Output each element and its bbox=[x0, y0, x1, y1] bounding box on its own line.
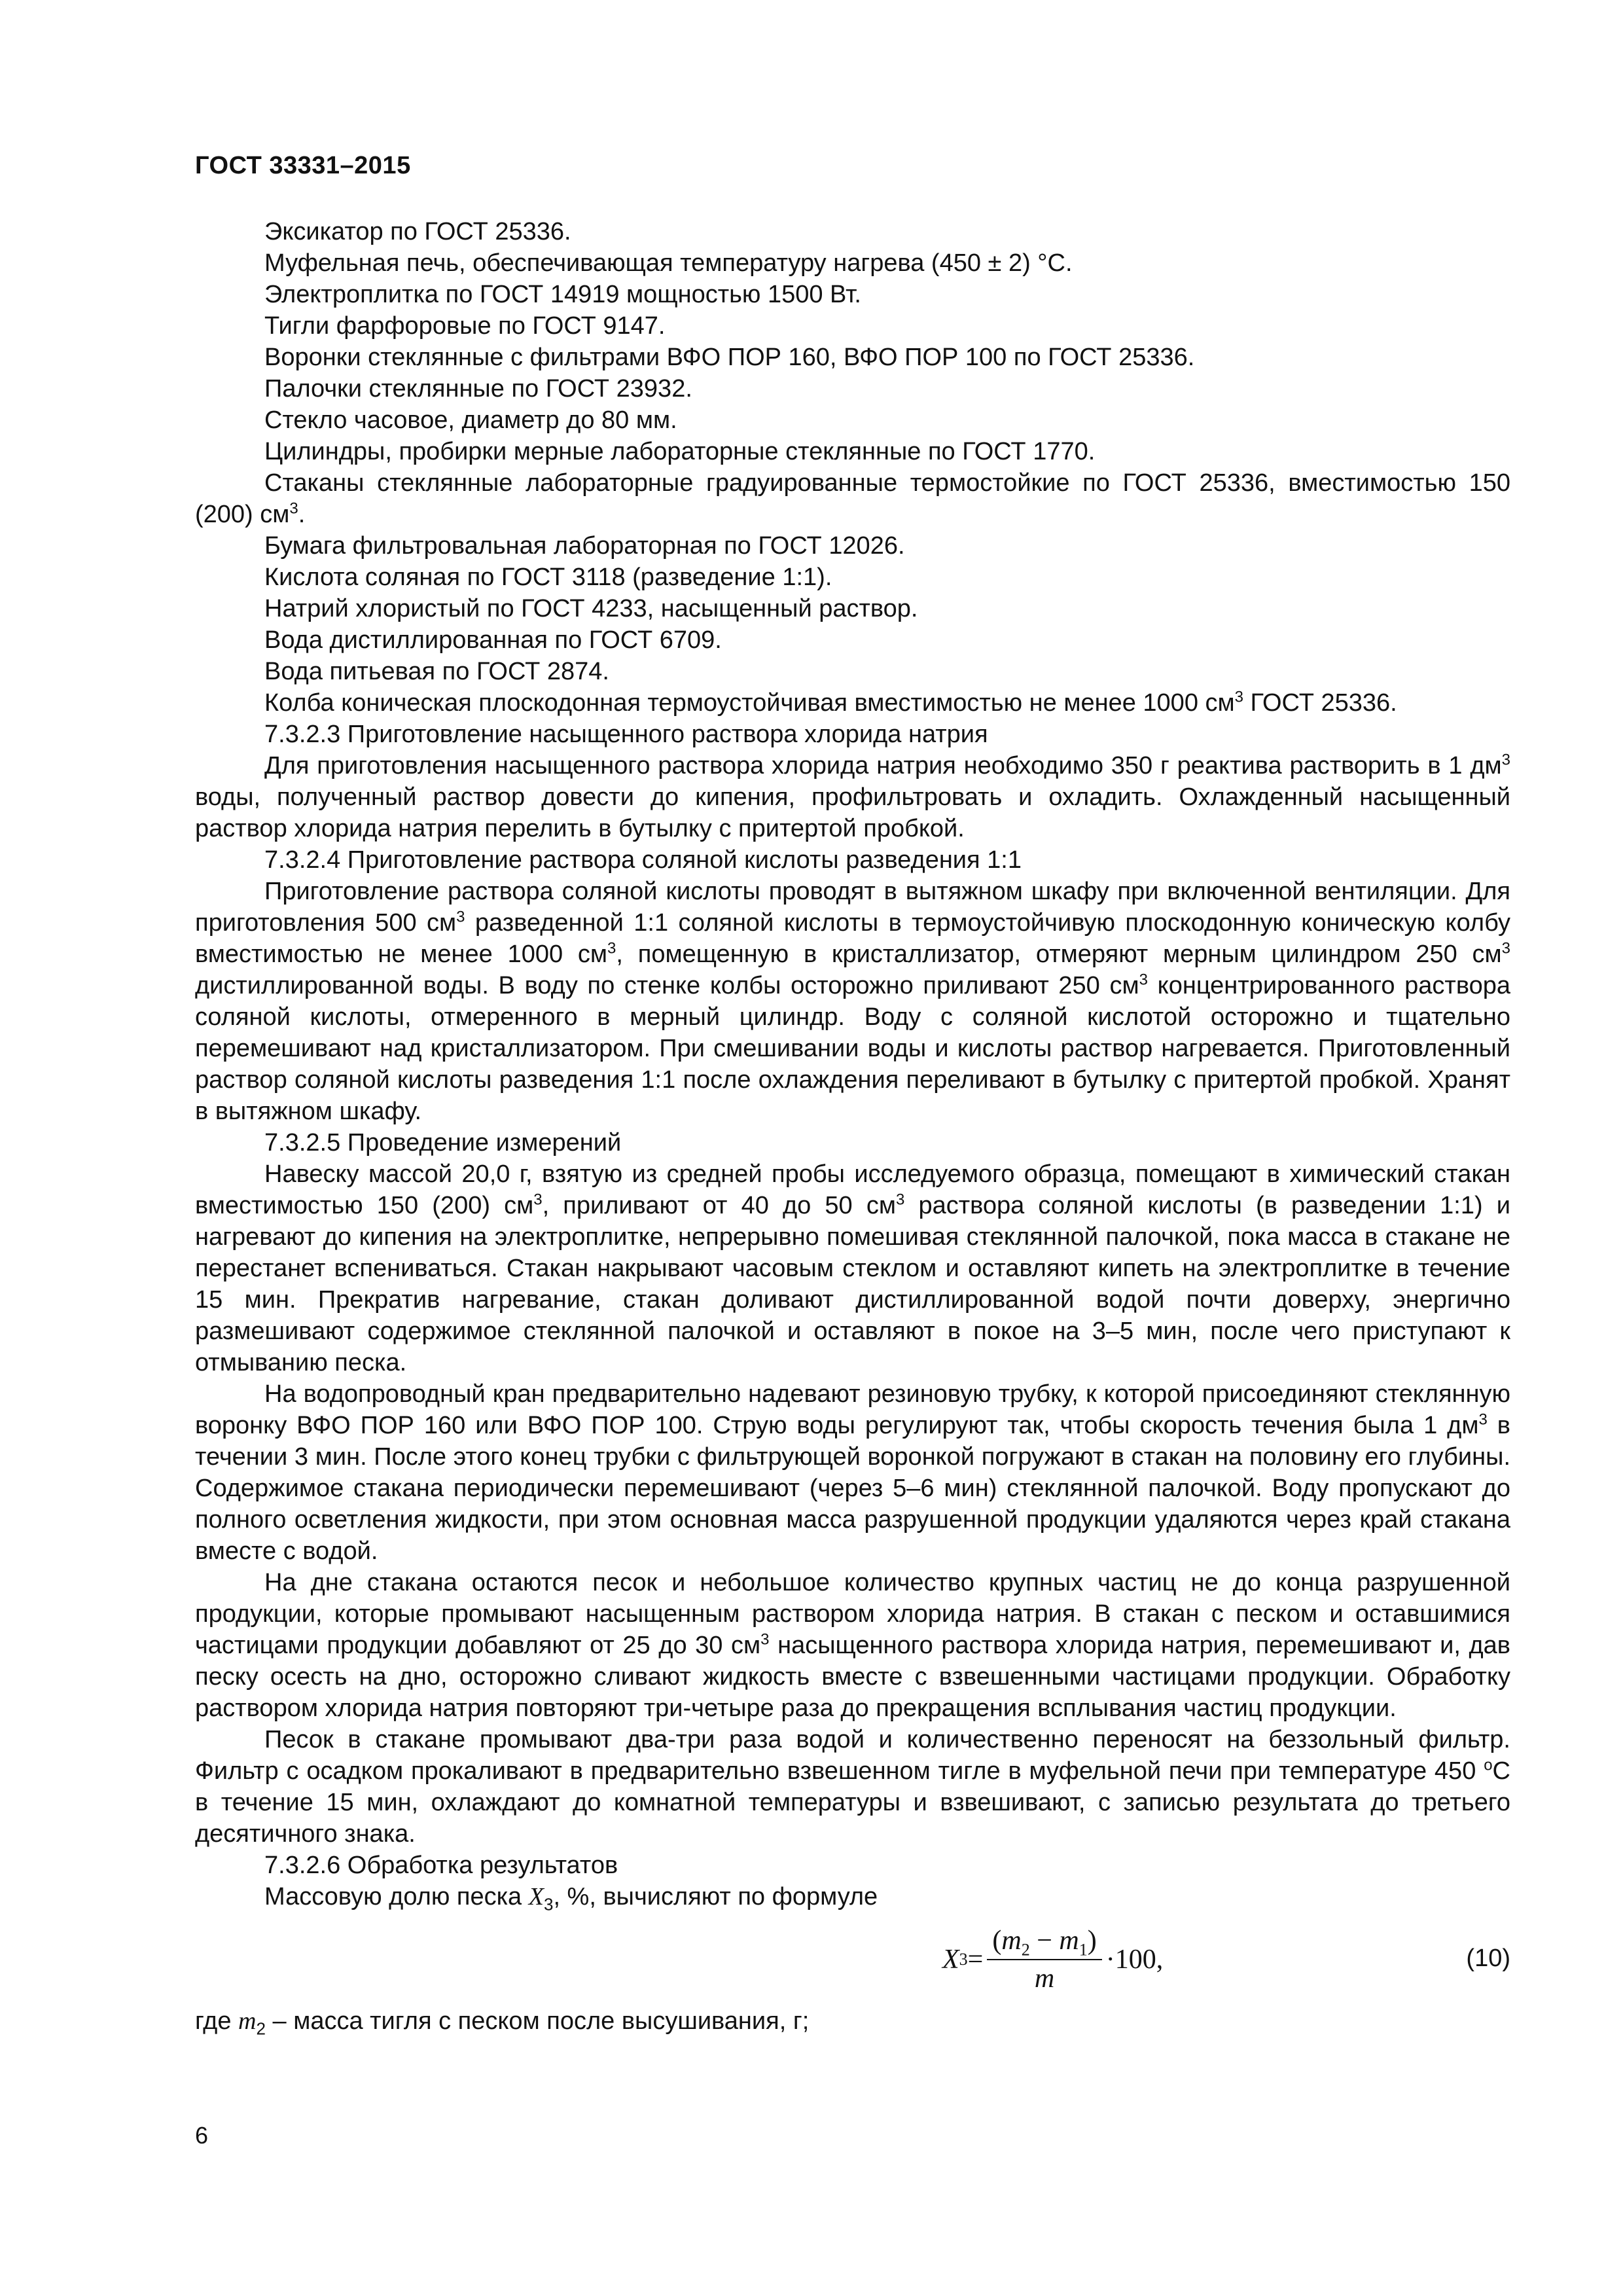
formula-denominator: m bbox=[1034, 1964, 1055, 1994]
paragraph: На дне стакана остаются песок и небольшое количество крупных частиц не до конца разрушенной продукции, которые промывают насыщенным раствором хлорида натрия. В стакан с песком и оставшимися частицами продукции добавляют от 25 до 30 $см^3$ насыщенного раствора хлорида натрия, перемешивают и, дав песку осесть на дно, осторожно сливают жидкость вместе с взвешенными частицами продукции. Обработку раствором хлорида натрия повторяют три-четыре раза до прекращения всплывания частиц продукции. bbox=[195, 1569, 1510, 1722]
section-heading-7-3-2-6: 7.3.2.6 Обработка результатов bbox=[264, 1852, 618, 1879]
paragraph: Массовую долю песка $X_3$, %, вычисляют по формуле bbox=[264, 1883, 878, 1914]
formula-number: (10) bbox=[1466, 1945, 1510, 1972]
formula-10 bbox=[195, 1916, 1510, 2003]
equipment-line: Бумага фильтровальная лабораторная по ГОСТ 12026. bbox=[264, 532, 905, 560]
equipment-line: Цилиндры, пробирки мерные лабораторные стеклянные по ГОСТ 1770. bbox=[264, 438, 1096, 465]
formula-fraction bbox=[987, 1925, 1101, 1994]
paragraph: Песок в стакане промывают два-три раза водой и количественно переносят на беззольный фильтр. Фильтр с осадком прокаливают в предварительно взвешенном тигле в муфельной печи при температуре 450 $^о$С в течение 15 мин, охлаждают до комнатной температуры и взвешивают, с записью результата до третьего десятичного знака. bbox=[195, 1726, 1510, 1848]
formula-numerator: $(m_2 - m_1)$ bbox=[987, 1925, 1101, 1960]
body-text bbox=[195, 216, 1510, 2037]
section-heading-7-3-2-4: 7.3.2.4 Приготовление раствора соляной кислоты разведения 1:1 bbox=[264, 846, 1022, 874]
paragraph: Приготовление раствора соляной кислоты проводят в вытяжном шкафу при включенной вентиляции. Для приготовления 500 $см^3$ разведенной 1:1 соляной кислоты в термоустойчивую плоскодонную коническую колбу вместимостью не менее 1000 $см^3$, помещенную в кристаллизатор, отмеряют мерным цилиндром 250 $см^3$ дистиллированной воды. В воду по стенке колбы осторожно приливают 250 $см^3$ концентрированного раствора соляной кислоты, отмеренного в мерный цилиндр. Воду с соляной кислотой осторожно и тщательно перемешивают над кристаллизатором. При смешивании воды и кислоты раствор нагревается. Приготовленный раствор соляной кислоты разведения 1:1 после охлаждения переливают в бутылку с притертой пробкой. Хранят в вытяжном шкафу. bbox=[195, 878, 1510, 1125]
equipment-line: Колба коническая плоскодонная термоустойчивая вместимостью не менее 1000 $см^3$ ГОСТ 25336. bbox=[264, 688, 1397, 717]
equipment-line: Кислота соляная по ГОСТ 3118 (разведение 1:1). bbox=[264, 564, 832, 591]
equipment-line: Воронки стеклянные с фильтрами ВФО ПОР 160, ВФО ПОР 100 по ГОСТ 25336. bbox=[264, 344, 1195, 371]
equipment-line: Вода дистиллированная по ГОСТ 6709. bbox=[264, 626, 722, 654]
paragraph: Навеску массой 20,0 г, взятую из средней пробы исследуемого образца, помещают в химический стакан вместимостью 150 (200) $см^3$, приливают от 40 до 50 $см^3$ раствора соляной кислоты (в разведении 1:1) и нагревают до кипения на электроплитке, непрерывно помешивая стеклянной палочкой, пока масса в стакане не перестанет вспениваться. Стакан накрывают часовым стеклом и оставляют кипеть на электроплитке в течение 15 мин. Прекратив нагревание, стакан доливают дистиллированной водой почти доверху, энергично размешивают содержимое стеклянной палочкой и оставляют в покое на 3–5 мин, после чего приступают к отмыванию песка. bbox=[195, 1160, 1510, 1376]
equipment-line: Тигли фарфоровые по ГОСТ 9147. bbox=[264, 312, 666, 340]
document-header: ГОСТ 33331–2015 bbox=[195, 152, 411, 179]
equipment-line: Натрий хлористый по ГОСТ 4233, насыщенный раствор. bbox=[264, 595, 918, 622]
equipment-line: Муфельная печь, обеспечивающая температуру нагрева (450 ± 2) °С. bbox=[264, 249, 1073, 277]
equipment-line: Палочки стеклянные по ГОСТ 23932. bbox=[264, 375, 692, 403]
page-number: 6 bbox=[195, 2122, 209, 2149]
equipment-line: Вода питьевая по ГОСТ 2874. bbox=[264, 658, 609, 685]
section-heading-7-3-2-3: 7.3.2.3 Приготовление насыщенного раствора хлорида натрия bbox=[264, 721, 988, 748]
where-line: где $m_2$ – масса тигля с песком после высушивания, г; bbox=[195, 2007, 810, 2039]
paragraph: Для приготовления насыщенного раствора хлорида натрия необходимо 350 г реактива растворить в 1 $дм^3$ воды, полученный раствор довести до кипения, профильтровать и охладить. Охлажденный насыщенный раствор хлорида натрия перелить в бутылку с притертой пробкой. bbox=[195, 751, 1510, 842]
equipment-line: Электроплитка по ГОСТ 14919 мощностью 1500 Вт. bbox=[264, 281, 861, 308]
equipment-line: Стаканы стеклянные лабораторные градуированные термостойкие по ГОСТ 25336, вместимостью 150 (200) $см^3$. bbox=[195, 469, 1510, 528]
paragraph: На водопроводный кран предварительно надевают резиновую трубку, к которой присоединяют стеклянную воронку ВФО ПОР 160 или ВФО ПОР 100. Струю воды регулируют так, чтобы скорость течения была 1 $дм^3$ в течении 3 мин. После этого конец трубки с фильтрующей воронкой погружают в стакан на половину его глубины. Содержимое стакана периодически перемешивают (через 5–6 мин) стеклянной палочкой. Воду пропускают до полного осветления жидкости, при этом основная масса разрушенной продукции удаляются через край стакана вместе с водой. bbox=[195, 1380, 1510, 1565]
equipment-line: Эксикатор по ГОСТ 25336. bbox=[264, 218, 571, 245]
equipment-line: Стекло часовое, диаметр до 80 мм. bbox=[264, 406, 677, 434]
section-heading-7-3-2-5: 7.3.2.5 Проведение измерений bbox=[264, 1129, 622, 1157]
formula-expression: X 3 = $\frac{(m_2 - m_1)}{m}$ ·100 , bbox=[942, 1926, 1164, 1994]
